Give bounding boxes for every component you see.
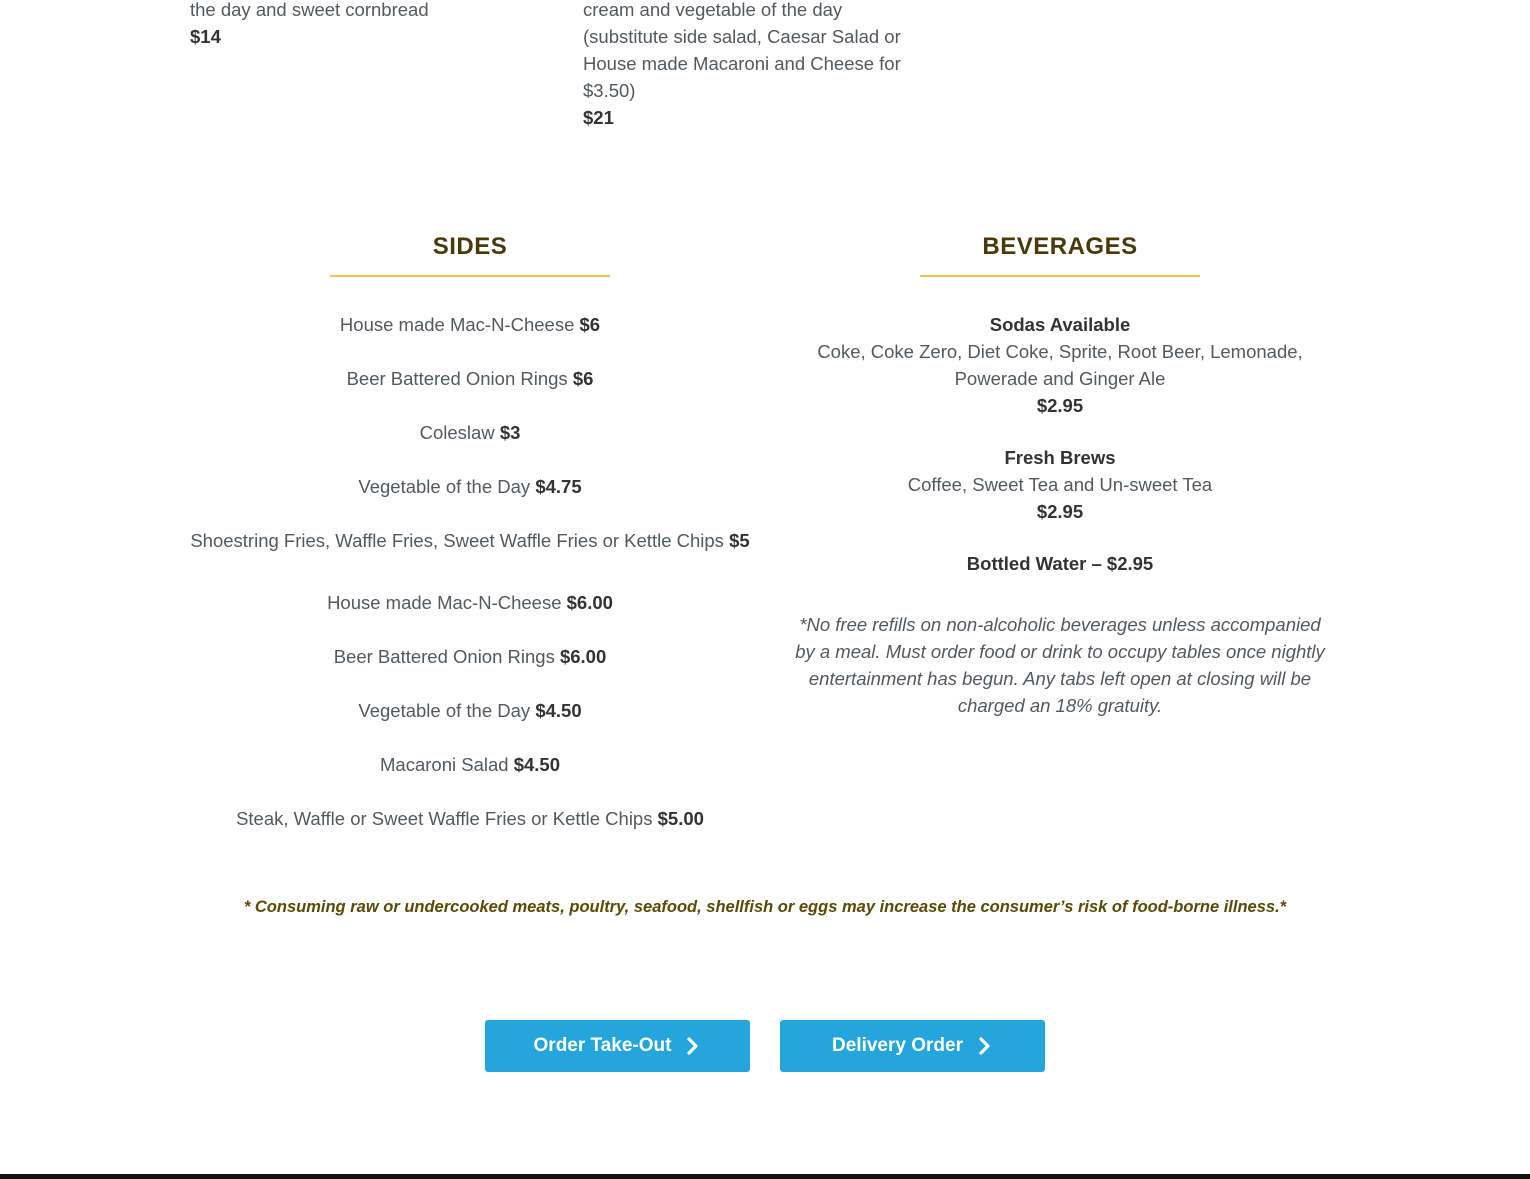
beverage-refill-note: *No free refills on non-alcoholic beverages unless accompanied by a meal. Must order food or drink to occupy tables once nightly entertainment has begun. Any tabs left open at closing will be charged an 18% gratuity. bbox=[795, 614, 1325, 716]
beverages-title: BEVERAGES bbox=[982, 233, 1138, 260]
side-item-price: $6 bbox=[572, 368, 594, 389]
side-item-name: House made Mac-N-Cheese bbox=[339, 314, 575, 335]
side-item bbox=[190, 419, 750, 446]
beverages-list bbox=[790, 311, 1330, 719]
menu-item-partial-middle bbox=[583, 0, 943, 131]
footer-border bbox=[0, 1174, 1530, 1179]
side-item-name: Shoestring Fries, Waffle Fries, Sweet Waffle Fries or Kettle Chips bbox=[190, 530, 724, 551]
side-item bbox=[190, 311, 750, 338]
side-item bbox=[190, 473, 750, 500]
sides-section bbox=[190, 226, 750, 859]
side-item-price: $3 bbox=[499, 422, 521, 443]
chevron-right-icon bbox=[685, 1036, 701, 1056]
beverage-price: $2.95 bbox=[1036, 501, 1084, 522]
side-item bbox=[190, 751, 750, 778]
side-item-name: Coleslaw bbox=[419, 422, 495, 443]
menu-item-partial-left bbox=[190, 0, 530, 50]
side-item bbox=[190, 527, 750, 554]
side-item-name: Vegetable of the Day bbox=[358, 476, 531, 497]
side-item-price: $6.00 bbox=[559, 646, 607, 667]
sides-title-underline bbox=[330, 275, 610, 277]
menu-item-price: $21 bbox=[583, 107, 614, 128]
side-item-name: Macaroni Salad bbox=[380, 754, 509, 775]
side-item-price: $4.75 bbox=[535, 476, 582, 497]
beverage-description: Coke, Coke Zero, Diet Coke, Sprite, Root Beer, Lemonade, Powerade and Ginger Ale bbox=[817, 341, 1303, 389]
side-item-price: $5 bbox=[729, 530, 750, 551]
side-item bbox=[190, 805, 750, 832]
food-safety-disclaimer: * Consuming raw or undercooked meats, poultry, seafood, shellfish or eggs may increase the consumer’s risk of food-borne illness.* bbox=[243, 898, 1287, 916]
side-item-name: Vegetable of the Day bbox=[358, 700, 531, 721]
menu-item-description: the day and sweet cornbread bbox=[190, 0, 429, 20]
beverage-water bbox=[790, 550, 1330, 577]
beverage-brews bbox=[790, 444, 1330, 525]
menu-item-description-line: $3.50) bbox=[583, 80, 636, 101]
side-item-price: $6.00 bbox=[566, 592, 613, 613]
beverages-title-underline bbox=[920, 275, 1200, 277]
side-item-name: Beer Battered Onion Rings bbox=[346, 368, 568, 389]
delivery-order-button[interactable] bbox=[780, 1020, 1045, 1072]
beverage-description: Coffee, Sweet Tea and Un-sweet Tea bbox=[907, 474, 1213, 495]
side-item-name: House made Mac-N-Cheese bbox=[327, 592, 562, 613]
menu-item-description-line: cream and vegetable of the day bbox=[583, 0, 843, 20]
menu-item-description-line: House made Macaroni and Cheese for bbox=[583, 53, 901, 74]
beverage-sodas bbox=[790, 311, 1330, 419]
side-item-name: Steak, Waffle or Sweet Waffle Fries or Kettle Chips bbox=[236, 808, 653, 829]
menu-item-price: $14 bbox=[190, 26, 221, 47]
sides-list bbox=[190, 311, 750, 832]
chevron-right-icon bbox=[977, 1036, 993, 1056]
beverage-heading: Sodas Available bbox=[989, 314, 1131, 335]
beverages-section bbox=[790, 226, 1330, 719]
delivery-order-label: Delivery Order bbox=[832, 1035, 963, 1056]
side-item-price: $6 bbox=[579, 314, 601, 335]
beverage-heading: Fresh Brews bbox=[1004, 447, 1116, 468]
side-item bbox=[190, 697, 750, 724]
side-item-price: $4.50 bbox=[535, 700, 582, 721]
order-takeout-label: Order Take-Out bbox=[533, 1035, 672, 1056]
side-item-price: $5.00 bbox=[657, 808, 704, 829]
side-item-price: $4.50 bbox=[513, 754, 560, 775]
menu-item-description-line: (substitute side salad, Caesar Salad or bbox=[583, 26, 901, 47]
beverage-water-label: Bottled Water – $2.95 bbox=[966, 553, 1154, 574]
side-item bbox=[190, 643, 750, 670]
side-item bbox=[190, 365, 750, 392]
order-takeout-button[interactable] bbox=[485, 1020, 750, 1072]
beverage-price: $2.95 bbox=[1036, 395, 1084, 416]
side-item-name: Beer Battered Onion Rings bbox=[333, 646, 555, 667]
sides-title: SIDES bbox=[432, 233, 508, 260]
side-item bbox=[190, 589, 750, 616]
